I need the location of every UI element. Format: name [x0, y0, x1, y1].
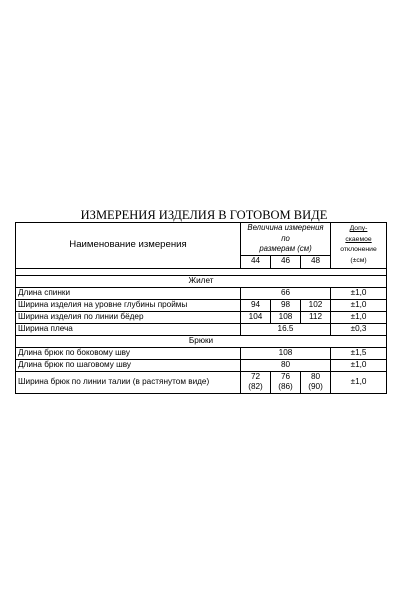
measurements-table — [15, 222, 387, 394]
header-tolerance-cell — [331, 223, 387, 269]
table-row — [16, 347, 387, 359]
measurement-tolerance: ±1,0 — [331, 311, 387, 323]
measurement-name: Ширина изделия по линии бёдер — [16, 311, 241, 323]
header-tol-line1: Допу- — [349, 225, 368, 233]
measurement-tolerance: ±1,0 — [331, 287, 387, 299]
table-row — [16, 299, 387, 311]
spacer-cell — [16, 268, 387, 275]
document-title: ИЗМЕРЕНИЯ ИЗДЕЛИЯ В ГОТОВОМ ВИДЕ — [80, 208, 328, 222]
section-row-vest — [16, 275, 387, 287]
table-row — [16, 311, 387, 323]
measurement-value-46: 98 — [271, 299, 301, 311]
header-name-cell: Наименование измерения — [16, 223, 241, 269]
header-tol-line4: (±см) — [350, 256, 367, 264]
value-main: 72 — [250, 371, 261, 381]
measurement-name: Ширина изделия на уровне глубины проймы — [16, 299, 241, 311]
header-tol-line2: скаемое — [345, 235, 372, 243]
table-row — [16, 287, 387, 299]
measurement-tolerance: ±0,3 — [331, 323, 387, 335]
size-46: 46 — [271, 255, 301, 268]
measurement-name: Длина брюк по боковому шву — [16, 347, 241, 359]
measurement-name: Длина спинки — [16, 287, 241, 299]
measurement-value: 66 — [241, 287, 331, 299]
table-row — [16, 323, 387, 335]
measurement-value: 108 — [241, 347, 331, 359]
value-stretched: (82) — [248, 382, 263, 391]
measurement-name: Ширина плеча — [16, 323, 241, 335]
measurement-value-48: 112 — [301, 311, 331, 323]
measurement-tolerance: ±1,5 — [331, 347, 387, 359]
section-title: Брюки — [16, 335, 387, 347]
table-row — [16, 359, 387, 371]
value-stretched: (90) — [308, 382, 323, 391]
section-title: Жилет — [16, 275, 387, 287]
measurement-value-48 — [301, 371, 331, 393]
spacer-row — [16, 268, 387, 275]
measurement-value-46: 108 — [271, 311, 301, 323]
header-size-line1: Величина измерения по — [247, 223, 324, 243]
header-row — [16, 223, 387, 256]
measurement-tolerance: ±1,0 — [331, 359, 387, 371]
measurement-value-48: 102 — [301, 299, 331, 311]
measurement-value: 16.5 — [241, 323, 331, 335]
section-row-trousers — [16, 335, 387, 347]
measurement-tolerance: ±1,0 — [331, 371, 387, 393]
header-size-cell — [241, 223, 331, 256]
measurement-value: 80 — [241, 359, 331, 371]
value-main: 80 — [310, 371, 321, 381]
value-stretched: (86) — [278, 382, 293, 391]
size-44: 44 — [241, 255, 271, 268]
measurement-tolerance: ±1,0 — [331, 299, 387, 311]
measurement-value-44: 94 — [241, 299, 271, 311]
measurement-value-46 — [271, 371, 301, 393]
measurement-value-44: 104 — [241, 311, 271, 323]
header-size-line2: размерам (см) — [259, 244, 312, 253]
size-48: 48 — [301, 255, 331, 268]
measurement-name: Длина брюк по шаговому шву — [16, 359, 241, 371]
measurement-name: Ширина брюк по линии талии (в растянутом виде) — [16, 371, 241, 393]
header-tol-line3: отклонение — [340, 246, 377, 254]
table-row — [16, 371, 387, 393]
value-main: 76 — [280, 371, 291, 381]
measurement-value-44 — [241, 371, 271, 393]
